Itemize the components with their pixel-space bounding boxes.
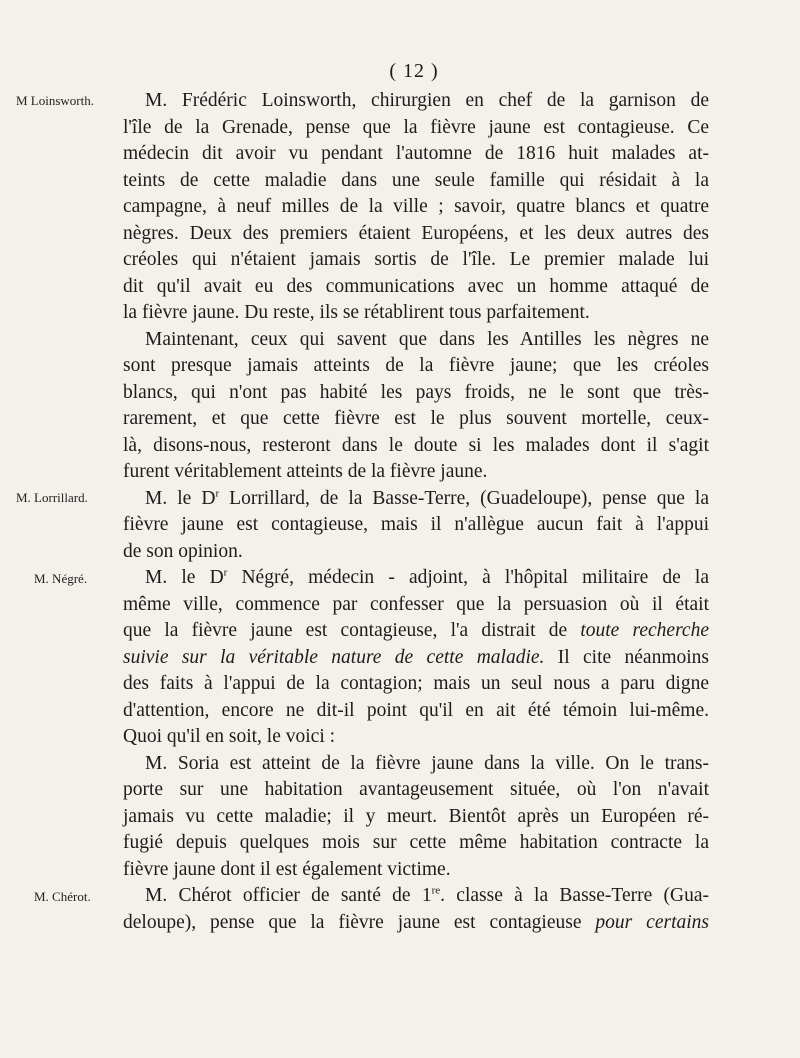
text-line: furent véritablement atteints de la fièvre jaune. <box>123 461 488 482</box>
text-line <box>123 565 709 592</box>
text-segment: Il cite néanmoins <box>544 646 709 668</box>
italic-segment: suivie sur la véritable nature de cette maladie. <box>123 646 545 668</box>
text-line: de son opinion. <box>123 540 243 562</box>
text-line: fièvre jaune dont il est également victime. <box>123 858 451 880</box>
text-line <box>123 910 709 937</box>
margin-note-negre: M. Négré. <box>34 571 88 586</box>
text-line: nègres. Deux des premiers étaient Européens, et les deux autres des <box>123 222 709 244</box>
text-line: là, disons-nous, resteront dans le doute si les malades dont il s'agit <box>123 434 709 456</box>
text-line: fièvre jaune est contagieuse, mais il n'allègue aucun fait à l'appui <box>123 514 709 535</box>
page-number: ( 12 ) <box>389 60 439 82</box>
text-line: même ville, commence par confesser que la persuasion où il était <box>123 593 709 615</box>
superscript: r <box>223 566 228 579</box>
text-line: fugié depuis quelques mois sur cette même habitation contracte la <box>123 832 709 853</box>
italic-segment: pour certains <box>595 911 709 933</box>
text-line: Quoi qu'il en soit, le voici : <box>123 726 336 747</box>
text-segment: . classe à la Basse-Terre (Gua- <box>440 885 709 906</box>
text-line: créoles qui n'étaient jamais sortis de l'île. Le premier malade lui <box>123 249 709 270</box>
superscript: r <box>215 487 220 499</box>
text-line <box>123 883 709 910</box>
text-line: sont presque jamais atteints de la fièvre jaune; que les créoles <box>123 355 709 376</box>
text-segment: M. Chérot officier de santé de 1 <box>145 885 432 906</box>
text-line: M. Frédéric Loinsworth, chirurgien en chef de la garnison de <box>145 90 709 111</box>
margin-note-cherot: M. Chérot. <box>34 889 91 904</box>
margin-note-loinsworth: M Loinsworth. <box>16 93 94 108</box>
text-line: porte sur une habitation avantageusement située, où l'on n'avait <box>123 779 709 800</box>
text-line: teints de cette maladie dans une seule famille qui résidait à la <box>123 169 709 191</box>
text-line: l'île de la Grenade, pense que la fièvre jaune est contagieuse. Ce <box>123 116 709 138</box>
text-line: jamais vu cette maladie; il y meurt. Bientôt après un Européen ré- <box>123 805 709 827</box>
text-line: d'attention, encore ne dit-il point qu'il en ait été témoin lui-même. <box>123 699 709 721</box>
text-line: Maintenant, ceux qui savent que dans les Antilles les nègres ne <box>145 328 709 350</box>
superscript: re <box>431 884 441 897</box>
text-segment: Négré, médecin - adjoint, à l'hôpital militaire de la <box>227 567 709 588</box>
text-line: blancs, qui n'ont pas habité les pays froids, ne le sont que très- <box>123 381 709 403</box>
text-line <box>123 618 709 645</box>
text-line: la fièvre jaune. Du reste, ils se rétablirent tous parfaitement. <box>123 302 590 323</box>
text-line: M. Soria est atteint de la fièvre jaune dans la ville. On le trans- <box>145 752 709 774</box>
text-line <box>123 645 709 672</box>
text-line: médecin dit avoir vu pendant l'automne de 1816 huit malades at- <box>123 143 709 164</box>
text-line: campagne, à neuf milles de la ville ; savoir, quatre blancs et quatre <box>123 196 709 217</box>
text-line: des faits à l'appui de la contagion; mais un seul nous a paru digne <box>123 673 709 694</box>
margin-note-lorrillard: M. Lorrillard. <box>16 490 88 505</box>
text-line <box>123 486 709 513</box>
text-line: rarement, et que cette fièvre est le plus souvent mortelle, ceux- <box>123 408 709 429</box>
text-segment: que la fièvre jaune est contagieuse, l'a distrait de <box>123 620 581 641</box>
text-segment: M. le D <box>145 567 224 588</box>
text-segment: Lorrillard, de la Basse-Terre, (Guadeloupe), pense que la <box>219 487 709 509</box>
text-segment: M. le D <box>145 487 216 509</box>
body-text <box>123 88 709 936</box>
text-line: dit qu'il avait eu des communications avec un homme attaqué de <box>123 275 709 297</box>
italic-segment: toute recherche <box>580 620 709 641</box>
text-segment: deloupe), pense que la fièvre jaune est contagieuse <box>123 911 596 933</box>
